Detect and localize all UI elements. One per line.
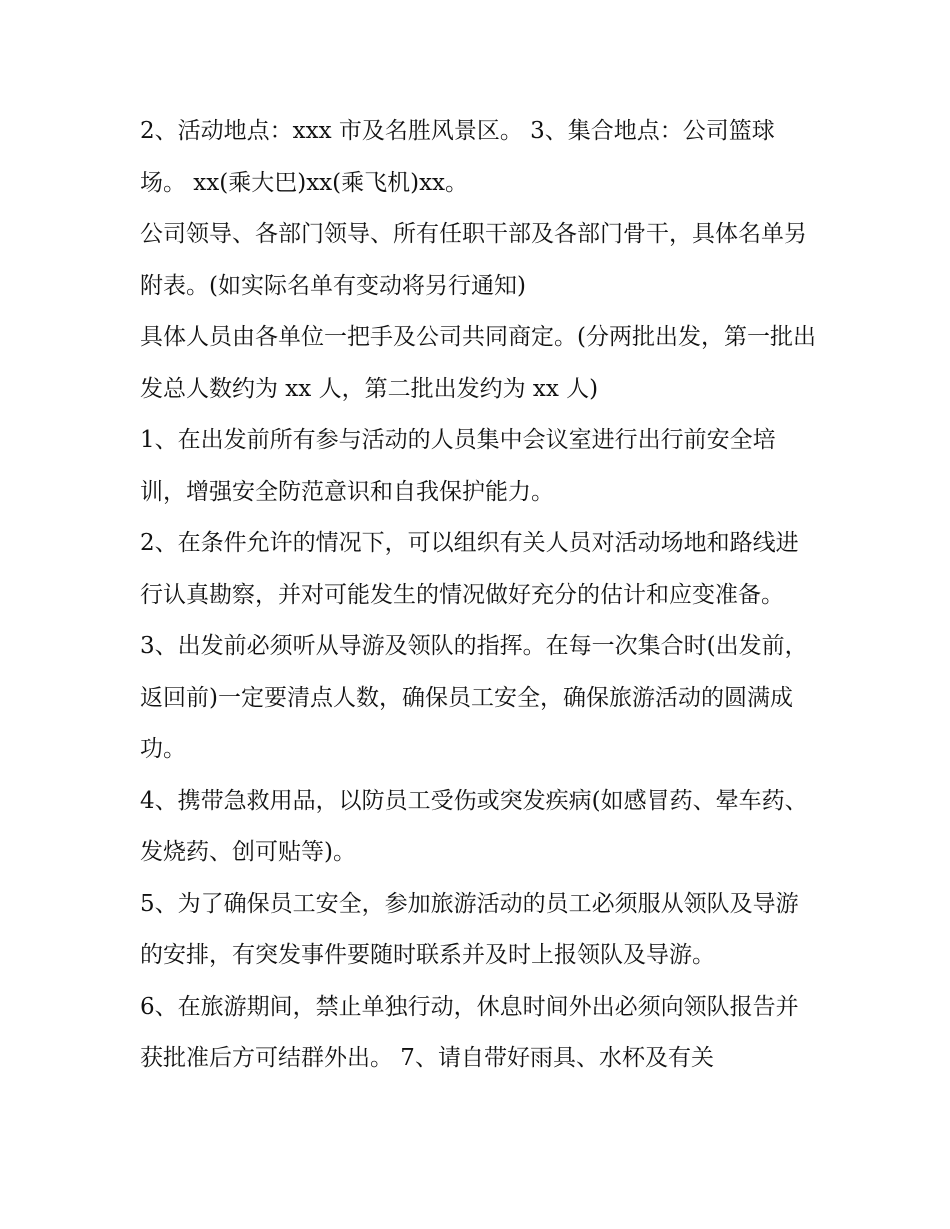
paragraph-activity-location: 2、活动地点：xxx 市及名胜风景区。 3、集合地点：公司篮球场。 xx(乘大巴)xx(乘飞机)xx。 bbox=[140, 118, 775, 196]
paragraph-no-solo-activity: 6、在旅游期间，禁止单独行动，休息时间外出必须向领队报告并获批准后方可结群外出。 7、请自带好雨具、水杯及有关 bbox=[140, 993, 799, 1071]
paragraph-site-survey: 2、在条件允许的情况下，可以组织有关人员对活动场地和路线进行认真勘察，并对可能发生的情况做好充分的估计和应变准备。 bbox=[140, 530, 799, 608]
paragraph-participants: 公司领导、各部门领导、所有任职干部及各部门骨干，具体名单另附表。(如实际名单有变动将另行通知) bbox=[140, 221, 807, 299]
paragraph-first-aid: 4、携带急救用品，以防员工受伤或突发疾病(如感冒药、晕车药、发烧药、创可贴等)。 bbox=[140, 787, 808, 865]
paragraph-safety-training: 1、在出发前所有参与活动的人员集中会议室进行出行前安全培训，增强安全防范意识和自我保护能力。 bbox=[140, 427, 776, 505]
paragraph-follow-guide: 3、出发前必须听从导游及领队的指挥。在每一次集合时(出发前，返回前)一定要清点人数，确保员工安全，确保旅游活动的圆满成功。 bbox=[140, 633, 808, 762]
paragraph-personnel-batches: 具体人员由各单位一把手及公司共同商定。(分两批出发，第一批出发总人数约为 xx 人，第二批出发约为 xx 人) bbox=[140, 324, 816, 402]
document-body bbox=[140, 106, 820, 1085]
paragraph-obey-arrangements: 5、为了确保员工安全，参加旅游活动的员工必须服从领队及导游的安排，有突发事件要随时联系并及时上报领队及导游。 bbox=[140, 890, 799, 968]
